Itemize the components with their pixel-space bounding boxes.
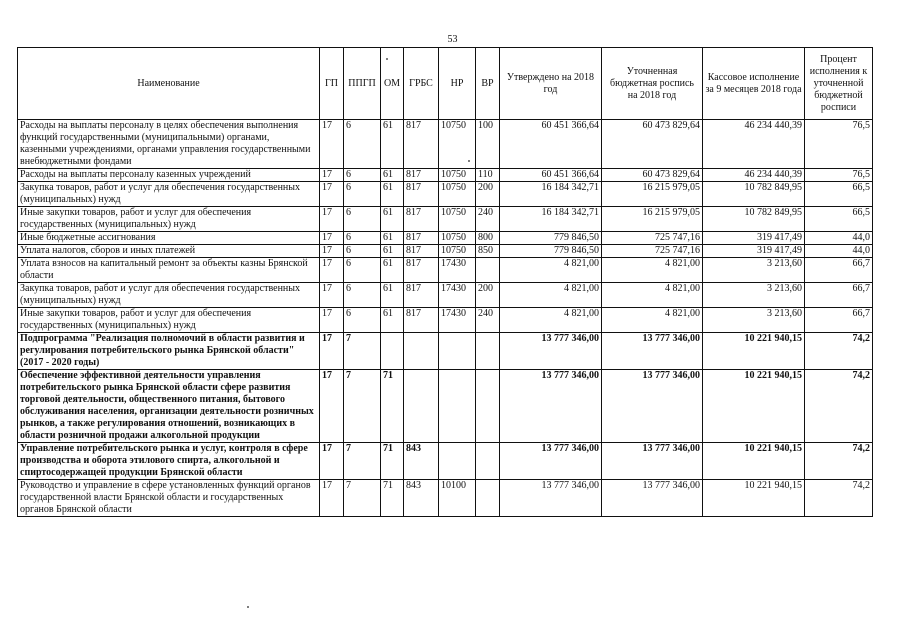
cell-om: 61 (381, 258, 404, 283)
cell-cash: 10 782 849,95 (703, 182, 805, 207)
cell-cash: 10 221 940,15 (703, 443, 805, 480)
cell-cash: 3 213,60 (703, 258, 805, 283)
cell-grbs: 817 (404, 207, 439, 232)
cell-np: 17430 (439, 308, 476, 333)
cell-name: Обеспечение эффективной деятельности управления потребительского рынка Брянской области сфере развития торговой деятельности, общественного питания, бытового обслуживания населения, организации деятельности розничных рынков, а также регулирования отношений, возникающих в области розничной продажи алкогольной продукции (18, 370, 320, 443)
cell-grbs: 817 (404, 182, 439, 207)
table-row (18, 443, 873, 480)
cell-approved: 13 777 346,00 (500, 333, 602, 370)
cell-ppgp: 7 (344, 370, 381, 443)
cell-approved: 13 777 346,00 (500, 443, 602, 480)
cell-grbs: 817 (404, 232, 439, 245)
table-row (18, 258, 873, 283)
cell-gp: 17 (320, 258, 344, 283)
cell-ppgp: 7 (344, 443, 381, 480)
cell-om: 61 (381, 308, 404, 333)
cell-refined: 60 473 829,64 (602, 120, 703, 169)
header-np: НР (439, 48, 476, 120)
header-ppgp: ППГП (344, 48, 381, 120)
table-row (18, 182, 873, 207)
budget-execution-table (17, 47, 873, 517)
cell-gp: 17 (320, 308, 344, 333)
cell-ppgp: 7 (344, 333, 381, 370)
header-percent: Процент исполнения к уточненной бюджетной росписи (805, 48, 873, 120)
cell-cash: 46 234 440,39 (703, 169, 805, 182)
cell-name: Уплата взносов на капитальный ремонт за объекты казны Брянской области (18, 258, 320, 283)
cell-grbs: 843 (404, 480, 439, 517)
header-grbs: ГРБС (404, 48, 439, 120)
header-refined: Уточненная бюджетная роспись на 2018 год (602, 48, 703, 120)
cell-gp: 17 (320, 443, 344, 480)
cell-gp: 17 (320, 370, 344, 443)
table-row (18, 232, 873, 245)
cell-vr: 240 (476, 207, 500, 232)
cell-grbs: 817 (404, 245, 439, 258)
table-row (18, 308, 873, 333)
cell-refined: 13 777 346,00 (602, 333, 703, 370)
cell-np: 10750 (439, 245, 476, 258)
cell-om: 61 (381, 232, 404, 245)
cell-ppgp: 6 (344, 182, 381, 207)
cell-approved: 13 777 346,00 (500, 480, 602, 517)
cell-grbs: 817 (404, 169, 439, 182)
cell-gp: 17 (320, 169, 344, 182)
cell-approved: 16 184 342,71 (500, 182, 602, 207)
cell-gp: 17 (320, 283, 344, 308)
table-row (18, 245, 873, 258)
cell-refined: 4 821,00 (602, 258, 703, 283)
cell-grbs (404, 333, 439, 370)
cell-ppgp: 6 (344, 308, 381, 333)
cell-cash: 10 221 940,15 (703, 480, 805, 517)
table-row (18, 120, 873, 169)
cell-vr: 850 (476, 245, 500, 258)
cell-approved: 779 846,50 (500, 232, 602, 245)
table-row (18, 169, 873, 182)
cell-percent: 76,5 (805, 120, 873, 169)
cell-om: 61 (381, 283, 404, 308)
cell-grbs (404, 370, 439, 443)
cell-name: Закупка товаров, работ и услуг для обеспечения государственных (муниципальных) нужд (18, 283, 320, 308)
cell-vr: 100 (476, 120, 500, 169)
cell-om: 71 (381, 443, 404, 480)
cell-gp: 17 (320, 333, 344, 370)
cell-om: 61 (381, 120, 404, 169)
cell-refined: 13 777 346,00 (602, 480, 703, 517)
cell-approved: 779 846,50 (500, 245, 602, 258)
cell-gp: 17 (320, 232, 344, 245)
cell-approved: 60 451 366,64 (500, 120, 602, 169)
cell-refined: 16 215 979,05 (602, 182, 703, 207)
cell-om: 61 (381, 245, 404, 258)
cell-ppgp: 6 (344, 120, 381, 169)
cell-refined: 16 215 979,05 (602, 207, 703, 232)
cell-ppgp: 6 (344, 258, 381, 283)
cell-np: 10750 (439, 169, 476, 182)
cell-np: 10100 (439, 480, 476, 517)
header-cash: Кассовое исполнение за 9 месяцев 2018 года (703, 48, 805, 120)
cell-percent: 74,2 (805, 443, 873, 480)
cell-refined: 4 821,00 (602, 283, 703, 308)
cell-vr: 110 (476, 169, 500, 182)
header-vr: ВР (476, 48, 500, 120)
cell-refined: 60 473 829,64 (602, 169, 703, 182)
header-row (18, 48, 873, 120)
cell-ppgp: 6 (344, 283, 381, 308)
cell-vr (476, 443, 500, 480)
cell-np: 17430 (439, 283, 476, 308)
cell-ppgp: 6 (344, 232, 381, 245)
cell-percent: 44,0 (805, 245, 873, 258)
cell-vr: 200 (476, 283, 500, 308)
cell-np: 10750 (439, 182, 476, 207)
cell-refined: 4 821,00 (602, 308, 703, 333)
cell-np (439, 333, 476, 370)
cell-np: 10750 (439, 207, 476, 232)
cell-ppgp: 7 (344, 480, 381, 517)
cell-name: Закупка товаров, работ и услуг для обеспечения государственных (муниципальных) нужд (18, 182, 320, 207)
cell-cash: 46 234 440,39 (703, 120, 805, 169)
cell-percent: 66,7 (805, 258, 873, 283)
cell-vr: 200 (476, 182, 500, 207)
cell-approved: 4 821,00 (500, 283, 602, 308)
cell-cash: 3 213,60 (703, 283, 805, 308)
cell-refined: 725 747,16 (602, 232, 703, 245)
cell-np (439, 370, 476, 443)
header-om: ОМ (381, 48, 404, 120)
cell-percent: 44,0 (805, 232, 873, 245)
cell-percent: 66,5 (805, 207, 873, 232)
cell-gp: 17 (320, 480, 344, 517)
cell-np (439, 443, 476, 480)
cell-vr (476, 480, 500, 517)
cell-ppgp: 6 (344, 169, 381, 182)
cell-om: 61 (381, 182, 404, 207)
header-name: Наименование (18, 48, 320, 120)
cell-om: 71 (381, 370, 404, 443)
cell-grbs: 817 (404, 120, 439, 169)
cell-name: Управление потребительского рынка и услуг, контроля в сфере производства и оборота этилового спирта, алкогольной и спиртосодержащей продукции Брянской области (18, 443, 320, 480)
table-row (18, 283, 873, 308)
cell-approved: 16 184 342,71 (500, 207, 602, 232)
cell-refined: 13 777 346,00 (602, 443, 703, 480)
cell-percent: 76,5 (805, 169, 873, 182)
cell-approved: 60 451 366,64 (500, 169, 602, 182)
cell-name: Расходы на выплаты персоналу казенных учреждений (18, 169, 320, 182)
scan-speck (247, 606, 249, 608)
cell-refined: 13 777 346,00 (602, 370, 703, 443)
cell-grbs: 817 (404, 308, 439, 333)
cell-name: Иные закупки товаров, работ и услуг для обеспечения государственных (муниципальных) нужд (18, 308, 320, 333)
cell-gp: 17 (320, 245, 344, 258)
cell-gp: 17 (320, 120, 344, 169)
header-gp: ГП (320, 48, 344, 120)
cell-cash: 10 221 940,15 (703, 333, 805, 370)
cell-ppgp: 6 (344, 207, 381, 232)
cell-ppgp: 6 (344, 245, 381, 258)
table-row (18, 333, 873, 370)
cell-vr: 800 (476, 232, 500, 245)
cell-gp: 17 (320, 207, 344, 232)
cell-np: 17430 (439, 258, 476, 283)
cell-percent: 66,5 (805, 182, 873, 207)
cell-approved: 13 777 346,00 (500, 370, 602, 443)
cell-approved: 4 821,00 (500, 308, 602, 333)
cell-name: Расходы на выплаты персоналу в целях обеспечения выполнения функций государственными (муниципальными) органами, казенными учреждениями, органами управления государственными внебюджетными фондами (18, 120, 320, 169)
cell-percent: 66,7 (805, 283, 873, 308)
cell-grbs: 817 (404, 283, 439, 308)
cell-cash: 319 417,49 (703, 232, 805, 245)
cell-vr (476, 333, 500, 370)
cell-vr (476, 370, 500, 443)
table-row (18, 480, 873, 517)
cell-np: 10750 (439, 120, 476, 169)
cell-vr: 240 (476, 308, 500, 333)
cell-cash: 10 221 940,15 (703, 370, 805, 443)
cell-percent: 66,7 (805, 308, 873, 333)
cell-name: Иные бюджетные ассигнования (18, 232, 320, 245)
cell-name: Иные закупки товаров, работ и услуг для обеспечения государственных (муниципальных) нужд (18, 207, 320, 232)
cell-percent: 74,2 (805, 480, 873, 517)
cell-np: 10750 (439, 232, 476, 245)
table-row (18, 370, 873, 443)
cell-om: 71 (381, 480, 404, 517)
cell-name: Руководство и управление в сфере установленных функций органов государственной власти Брянской области и государственных органов Брянской области (18, 480, 320, 517)
cell-approved: 4 821,00 (500, 258, 602, 283)
cell-grbs: 817 (404, 258, 439, 283)
cell-gp: 17 (320, 182, 344, 207)
cell-percent: 74,2 (805, 370, 873, 443)
cell-om: 61 (381, 207, 404, 232)
cell-cash: 10 782 849,95 (703, 207, 805, 232)
page-number: 53 (447, 34, 458, 45)
cell-om: 61 (381, 169, 404, 182)
cell-cash: 3 213,60 (703, 308, 805, 333)
cell-percent: 74,2 (805, 333, 873, 370)
table-body (18, 120, 873, 517)
cell-name: Уплата налогов, сборов и иных платежей (18, 245, 320, 258)
header-approved: Утверждено на 2018 год (500, 48, 602, 120)
cell-vr (476, 258, 500, 283)
cell-cash: 319 417,49 (703, 245, 805, 258)
cell-om (381, 333, 404, 370)
cell-refined: 725 747,16 (602, 245, 703, 258)
cell-grbs: 843 (404, 443, 439, 480)
table-row (18, 207, 873, 232)
cell-name: Подпрограмма "Реализация полномочий в области развития и регулирования потребительского рынка Брянской области" (2017 - 2020 годы) (18, 333, 320, 370)
